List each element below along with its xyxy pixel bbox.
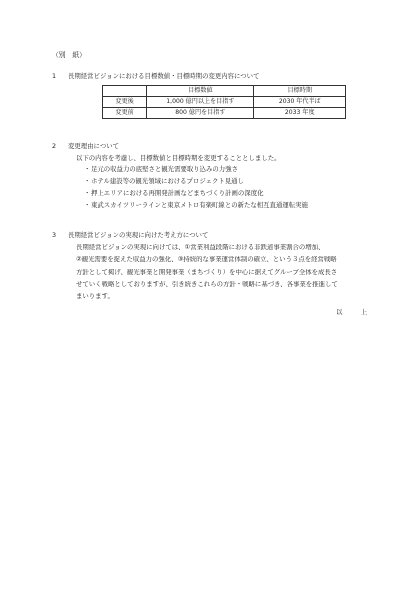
table-header-empty — [103, 86, 147, 97]
table-header-target-time: 目標時期 — [254, 86, 346, 97]
paragraph-line: 長期経営ビジョンの実現に向けては、①営業利益段階における非鉄道事業割合の増加、 — [76, 244, 325, 251]
paragraph-line: ②観光需要を捉えた収益力の強化、③持続的な事業運営体制の確立、という３点を経営戦略 — [76, 256, 337, 264]
paragraph-line: まいります。 — [76, 293, 114, 301]
reason-text: 押上エリアにおける再開発計画などまちづくり計画の深度化 — [91, 189, 264, 197]
target-time-after: 2030 年代半ば — [254, 97, 346, 108]
target-time-before: 2033 年度 — [254, 108, 346, 119]
section-3-heading — [52, 232, 208, 240]
table-header-target-value: 目標数値 — [147, 86, 254, 97]
section-2-number: 2 — [52, 142, 57, 150]
target-value-after: 1,000 億円以上を目指す — [147, 97, 254, 108]
annex-label: （別 紙） — [52, 51, 86, 59]
reason-list — [84, 166, 308, 214]
paragraph-line: 方針として掲げ、観光事業と開発事業（まちづくり）を中心に据えてグループ全体を成長さ — [76, 268, 338, 276]
reason-text: ホテル建設等の観光領域におけるプロジェクト見通し — [91, 177, 244, 185]
table-header-row — [103, 86, 346, 97]
table-row — [103, 108, 346, 119]
bullet-mark: ・ — [84, 177, 91, 185]
section-1-heading — [52, 73, 259, 81]
reason-text: 東武スカイツリーラインと東京メトロ有楽町線との新たな相互直通運転実施 — [91, 201, 308, 209]
section-2-intro: 以下の内容を考慮し、目標数値と目標時期を変更することとしました。 — [76, 154, 281, 162]
section-2-title: 変更理由について — [68, 142, 119, 150]
row-label-before: 変更前 — [103, 108, 147, 119]
section-3-paragraph — [76, 244, 366, 305]
section-3-title: 長期経営ビジョンの実現に向けた考え方について — [68, 231, 209, 239]
reason-text: 足元の収益力の底堅さと観光需要取り込みの力強さ — [91, 165, 238, 173]
bullet-mark: ・ — [84, 201, 91, 209]
bullet-mark: ・ — [84, 189, 91, 197]
table-row — [103, 97, 346, 108]
section-2-heading — [52, 143, 119, 151]
row-label-after: 変更後 — [103, 97, 147, 108]
target-value-before: 800 億円を目指す — [147, 108, 254, 119]
bullet-mark: ・ — [84, 165, 91, 173]
target-change-table — [102, 85, 346, 119]
section-1-number: 1 — [52, 72, 57, 80]
section-3-number: 3 — [52, 231, 57, 239]
closing-mark: 以 上 — [336, 308, 374, 316]
list-item — [84, 202, 308, 214]
paragraph-line: せていく戦略としておりますが、引き続きこれらの方針・戦略に基づき、各事業を推進して — [76, 280, 338, 288]
section-1-title: 長期経営ビジョンにおける目標数値・目標時期の変更内容について — [68, 72, 260, 80]
